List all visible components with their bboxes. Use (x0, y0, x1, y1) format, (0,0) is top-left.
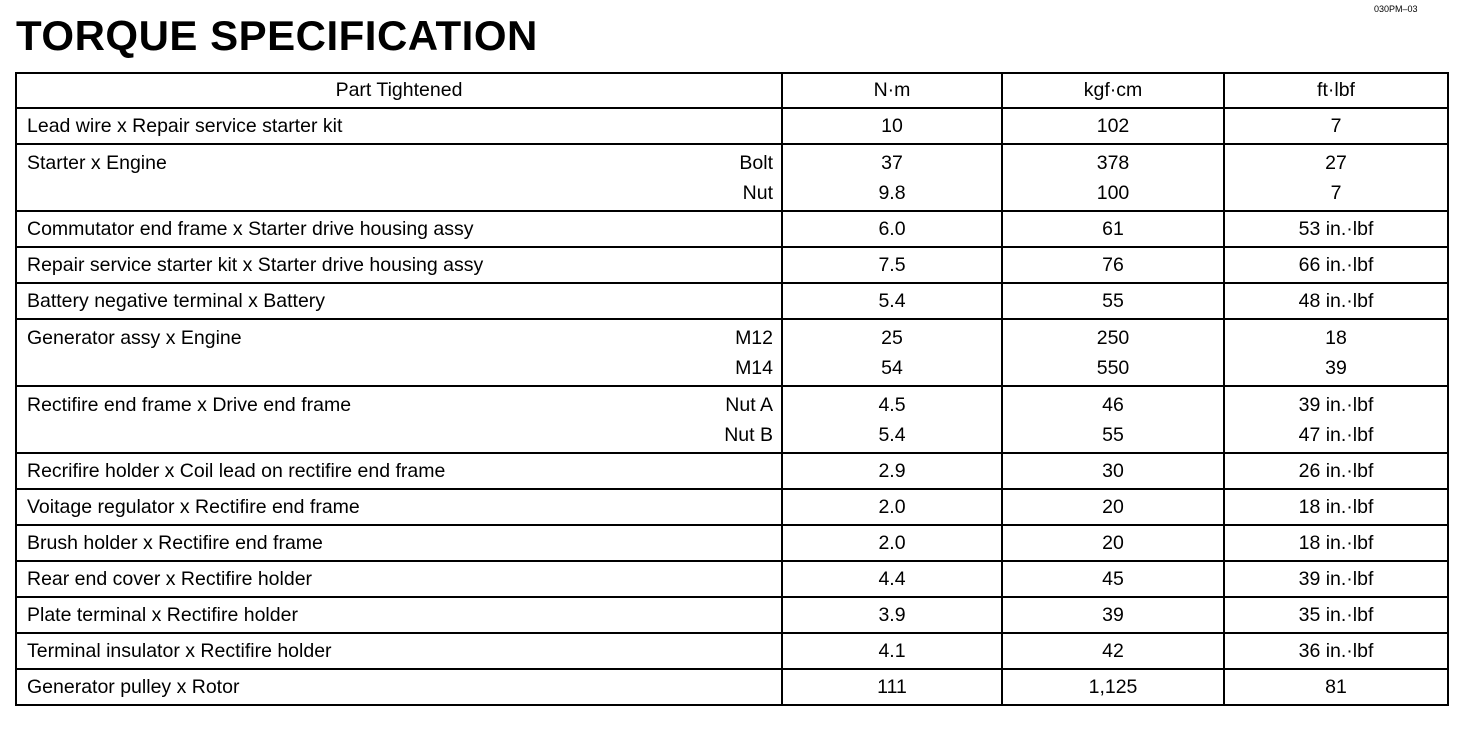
ft-value: 48 in.·lbf (1224, 283, 1448, 319)
kgf-value: 76 (1002, 247, 1224, 283)
ft-sub-value: 47 in.·lbf (1298, 423, 1374, 446)
sub-label: M14 (735, 356, 773, 379)
ft-value: 66 in.·lbf (1224, 247, 1448, 283)
ft-sub-value: 18 (1325, 326, 1347, 349)
header-kgf: kgf·cm (1002, 73, 1224, 108)
ft-value: 18 in.·lbf (1224, 525, 1448, 561)
table-row (16, 211, 1448, 247)
part-name: Rear end cover x Rectifire holder (16, 561, 782, 597)
kgf-sub-value: 378 (1096, 151, 1130, 174)
kgf-sub-value: 46 (1102, 393, 1124, 416)
document-code: 030PM–03 (1374, 4, 1418, 14)
part-name: Battery negative terminal x Battery (16, 283, 782, 319)
nm-value: 2.0 (782, 525, 1002, 561)
nm-value: 3.9 (782, 597, 1002, 633)
sub-label: Nut B (724, 423, 773, 446)
kgf-value: 1,125 (1002, 669, 1224, 705)
part-name: Terminal insulator x Rectifire holder (16, 633, 782, 669)
torque-table (15, 72, 1449, 706)
table-row (16, 108, 1448, 144)
ft-sub-value: 7 (1330, 181, 1342, 204)
sub-label: M12 (735, 326, 773, 349)
kgf-value: 30 (1002, 453, 1224, 489)
nm-value: 5.4 (782, 283, 1002, 319)
nm-value: 4.4 (782, 561, 1002, 597)
part-name: Voitage regulator x Rectifire end frame (16, 489, 782, 525)
table-row (16, 597, 1448, 633)
nm-sub-value: 4.5 (878, 393, 906, 416)
table-row (16, 453, 1448, 489)
ft-value: 7 (1224, 108, 1448, 144)
ft-value: 53 in.·lbf (1224, 211, 1448, 247)
table-row (16, 633, 1448, 669)
ft-value: 26 in.·lbf (1224, 453, 1448, 489)
part-name: Recrifire holder x Coil lead on rectifire end frame (16, 453, 782, 489)
part-name: Generator assy x Engine (27, 326, 242, 349)
nm-value: 2.0 (782, 489, 1002, 525)
ft-sub-value: 27 (1325, 151, 1347, 174)
nm-sub-value: 25 (881, 326, 903, 349)
table-row (16, 489, 1448, 525)
nm-sub-value: 54 (881, 356, 903, 379)
table-row (16, 386, 1448, 453)
table-row (16, 525, 1448, 561)
nm-sub-value: 37 (881, 151, 903, 174)
sub-label: Bolt (739, 151, 773, 174)
nm-value: 4.1 (782, 633, 1002, 669)
table-row (16, 319, 1448, 386)
kgf-value: 55 (1002, 283, 1224, 319)
kgf-sub-value: 250 (1096, 326, 1130, 349)
kgf-value: 42 (1002, 633, 1224, 669)
nm-sub-value: 5.4 (878, 423, 906, 446)
kgf-sub-value: 55 (1102, 423, 1124, 446)
part-name: Starter x Engine (27, 151, 167, 174)
kgf-value: 102 (1002, 108, 1224, 144)
ft-sub-value: 39 in.·lbf (1298, 393, 1374, 416)
nm-value: 2.9 (782, 453, 1002, 489)
header-ft: ft·lbf (1224, 73, 1448, 108)
nm-sub-value: 9.8 (878, 181, 906, 204)
ft-value: 18 in.·lbf (1224, 489, 1448, 525)
part-name: Rectifire end frame x Drive end frame (27, 393, 352, 416)
header-row (16, 73, 1448, 108)
part-name: Commutator end frame x Starter drive housing assy (16, 211, 782, 247)
kgf-value: 20 (1002, 525, 1224, 561)
nm-value (782, 386, 1002, 453)
kgf-value (1002, 319, 1224, 386)
nm-value: 7.5 (782, 247, 1002, 283)
ft-value (1224, 386, 1448, 453)
part-name: Plate terminal x Rectifire holder (16, 597, 782, 633)
kgf-sub-value: 550 (1096, 356, 1130, 379)
ft-value: 39 in.·lbf (1224, 561, 1448, 597)
kgf-sub-value: 100 (1096, 181, 1130, 204)
kgf-value: 20 (1002, 489, 1224, 525)
ft-value (1224, 144, 1448, 211)
table-row (16, 247, 1448, 283)
kgf-value: 39 (1002, 597, 1224, 633)
ft-value (1224, 319, 1448, 386)
table-row (16, 561, 1448, 597)
part-cell (16, 319, 782, 386)
part-cell (16, 386, 782, 453)
nm-value: 111 (782, 669, 1002, 705)
part-name: Repair service starter kit x Starter drive housing assy (16, 247, 782, 283)
sub-label: Nut (742, 181, 773, 204)
nm-value (782, 144, 1002, 211)
header-nm: N·m (782, 73, 1002, 108)
page-title: TORQUE SPECIFICATION (16, 12, 538, 59)
nm-value: 10 (782, 108, 1002, 144)
part-cell (16, 144, 782, 211)
kgf-value: 61 (1002, 211, 1224, 247)
part-name: Generator pulley x Rotor (16, 669, 782, 705)
nm-value (782, 319, 1002, 386)
table-row (16, 283, 1448, 319)
part-name: Lead wire x Repair service starter kit (16, 108, 782, 144)
ft-value: 81 (1224, 669, 1448, 705)
table-row (16, 669, 1448, 705)
kgf-value (1002, 144, 1224, 211)
kgf-value: 45 (1002, 561, 1224, 597)
kgf-value (1002, 386, 1224, 453)
nm-value: 6.0 (782, 211, 1002, 247)
header-part: Part Tightened (16, 73, 782, 108)
ft-value: 36 in.·lbf (1224, 633, 1448, 669)
sub-label: Nut A (725, 393, 773, 416)
ft-sub-value: 39 (1325, 356, 1347, 379)
table-row (16, 144, 1448, 211)
part-name: Brush holder x Rectifire end frame (16, 525, 782, 561)
ft-value: 35 in.·lbf (1224, 597, 1448, 633)
